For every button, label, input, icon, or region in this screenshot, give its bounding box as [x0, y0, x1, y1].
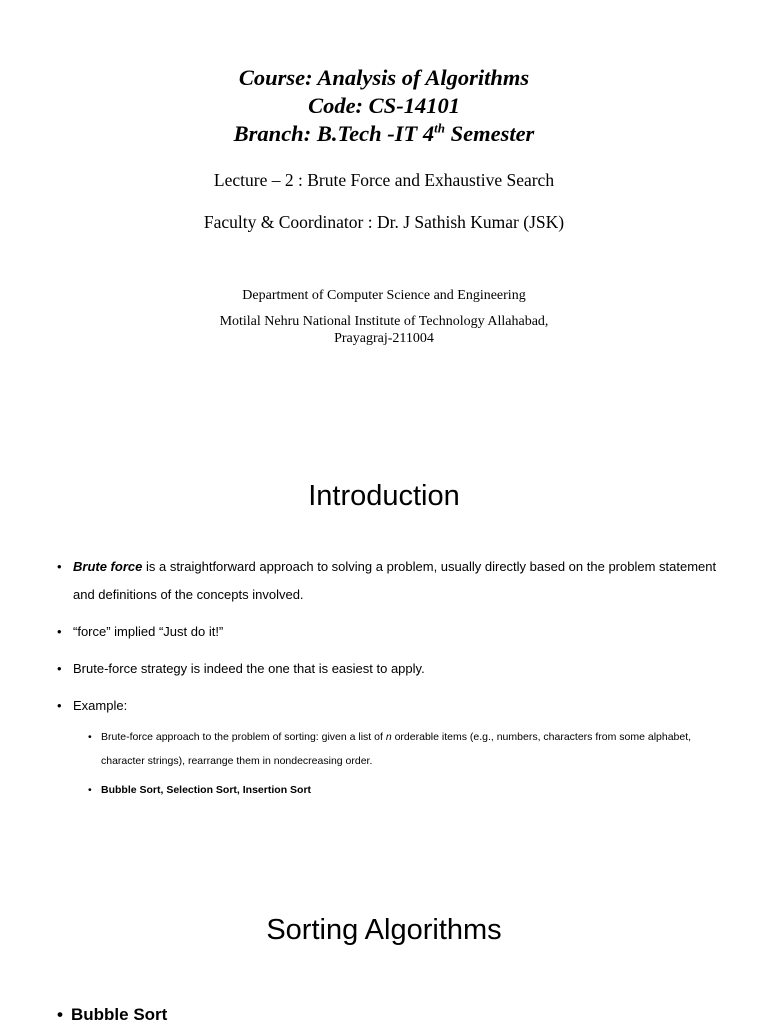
sub-bullet-algorithms: [88, 778, 703, 802]
slide-heading: Introduction: [308, 480, 460, 512]
sub-bullet-pre: Brute-force approach to the problem of sorting: given a list of: [101, 731, 386, 743]
bullet-marker: •: [57, 624, 62, 639]
code-line: Code: CS-14101: [308, 93, 460, 118]
bullet-marker: •: [88, 731, 92, 743]
bullet-marker: •: [88, 784, 92, 796]
branch-prefix: Branch: B.Tech -IT 4: [233, 121, 435, 146]
bullet-rest: is a straightforward approach to solving a problem, usually directly based on the problem statement and definitions of the concepts involved.: [73, 559, 717, 602]
slide-heading: Sorting Algorithms: [266, 914, 502, 946]
lecture-title: Lecture – 2 : Brute Force and Exhaustive Search: [213, 170, 555, 190]
department-line: Department of Computer Science and Engineering: [242, 288, 526, 303]
institute-block: [0, 313, 768, 347]
introduction-slide: [0, 430, 768, 860]
sorting-slide: [0, 880, 768, 1024]
course-line: Course: Analysis of Algorithms: [238, 65, 530, 90]
bullet-marker: •: [57, 1005, 63, 1024]
title-slide: [0, 0, 768, 400]
bullet-text: Example:: [73, 698, 128, 713]
branch-line: [0, 120, 768, 148]
bullet-item-strategy: [57, 655, 717, 683]
bullet-text: “force” implied “Just do it!”: [73, 624, 224, 639]
course-title-block: [0, 64, 768, 148]
bullet-item-example: [57, 692, 717, 720]
institute-line: Motilal Nehru National Institute of Technology Allahabad,: [219, 314, 549, 329]
bullet-marker: •: [57, 661, 62, 676]
bullet-text: Brute-force strategy is indeed the one that is easiest to apply.: [73, 661, 425, 676]
bullet-item-bubble-sort: [57, 1001, 717, 1029]
sub-bullet-post: orderable items (e.g., numbers, characters from some alphabet, character strings), rearrange them in nondecreasing order.: [101, 731, 692, 767]
bullet-text: [101, 778, 703, 802]
bullet-text: [101, 725, 703, 773]
institute-address: Prayagraj-211004: [334, 331, 434, 346]
bullet-item-brute-force: [57, 553, 717, 609]
sub-bullet-variable: n: [385, 731, 392, 743]
sub-bullet-sorting: [88, 725, 703, 773]
bullet-text: [73, 553, 717, 609]
branch-superscript: th: [434, 120, 445, 136]
bullet-emphasis: Brute force: [73, 559, 143, 574]
sub-bullet-bold: Bubble Sort, Selection Sort, Insertion Sort: [101, 784, 312, 796]
faculty-line: Faculty & Coordinator : Dr. J Sathish Kumar (JSK): [203, 212, 565, 232]
bullet-text: Bubble Sort: [71, 1005, 168, 1024]
bullet-marker: •: [57, 559, 62, 574]
bullet-marker: •: [57, 698, 62, 713]
bullet-item-force: [57, 618, 717, 646]
branch-suffix: Semester: [444, 121, 535, 146]
